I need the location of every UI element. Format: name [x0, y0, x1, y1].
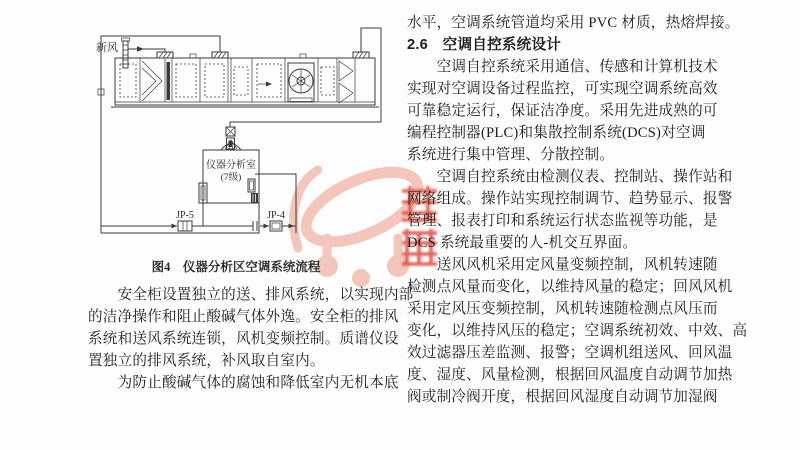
room-name-label: 仪器分析室 — [206, 160, 256, 171]
body-line: 效过滤器压差监测、报警；空调机组送风、回风温 — [407, 345, 733, 361]
roof-louver-icons — [157, 52, 369, 58]
body-line: 系统和送风系统连锁，风机变频控制。质谱仪设 — [88, 331, 399, 347]
body-line: 为防止酸碱气体的腐蚀和降低室内无机本底 — [88, 375, 399, 391]
body-line: 阀或制冷阀开度，根据回风湿度自动调节加湿阀 — [407, 389, 718, 405]
body-line: 检测点风量而变化，以维持风量的稳定；回风风机 — [407, 279, 733, 295]
body-line: 置独立的排风系统，补风取自室内。 — [88, 353, 325, 369]
fan-icon — [288, 63, 314, 102]
heater-bar — [167, 62, 171, 100]
body-line: 变化，以维持风压的稳定；空调系统初效、中效、高 — [407, 323, 748, 339]
terminal-jp5 — [166, 210, 194, 231]
body-line: 管理、报表打印和系统运行状态监视等功能，是 — [407, 213, 718, 229]
figure-caption: 图4 仪器分析区空调系统流程 — [151, 260, 321, 274]
fresh-air-intake — [96, 38, 165, 68]
body-line: 可靠稳定运行，保证洁净度。采用先进成熟的可 — [407, 103, 718, 119]
body-line: 采用定风压变频控制，风机转速随检测点风压而 — [407, 301, 718, 317]
jp4-label: JP-4 — [267, 210, 285, 221]
air-handling-unit — [111, 52, 379, 107]
figure-diagram — [45, 14, 405, 280]
body-line: 空调自控系统由检测仪表、控制站、操作站和 — [407, 169, 733, 185]
right-column-lines — [407, 56, 748, 408]
body-line: 度、湿度、风量检测，根据回风温度自动调节加热 — [407, 367, 733, 383]
left-column — [88, 284, 414, 394]
v-filter-icon — [142, 61, 162, 101]
body-line: 实现对空调设备过程监控，可实现空调系统高效 — [407, 81, 718, 97]
section-heading: 2.6 空调自控系统设计 — [407, 37, 562, 53]
jp5-label: JP-5 — [176, 210, 194, 221]
damper-blades-icon — [339, 61, 353, 103]
terminal-jp4 — [260, 210, 296, 231]
duct-damper-icon — [226, 127, 235, 136]
left-column-lines — [88, 284, 414, 394]
body-line: 空调自控系统采用通信、传感和计算机技术 — [407, 59, 718, 75]
body-line: 的洁净操作和阻止酸碱气体外逸。安全柜的排风 — [88, 309, 399, 325]
supply-duct — [226, 28, 381, 149]
body-line: 系统进行集中管理、分散控制。 — [407, 147, 615, 163]
body-line: 安全柜设置独立的送、排风系统，以实现内部 — [88, 287, 414, 303]
body-line: DCS 系统最重要的人-机交互界面。 — [407, 235, 638, 251]
body-line: 送风风机采用定风量变频控制，风机转速随 — [407, 257, 718, 273]
body-line: 网络组成。操作站实现控制调节、趋势显示、报警 — [407, 191, 733, 207]
fresh-air-arrow — [137, 46, 144, 52]
flow-arrow-icon — [258, 82, 272, 87]
fresh-air-label: 新风 — [96, 42, 118, 54]
exhaust-grille-right — [248, 179, 258, 203]
room-class-label: (7级) — [220, 173, 242, 183]
right-column — [407, 12, 748, 408]
body-line: 编程控制器(PLC)和集散控制系统(DCS)对空调 — [407, 125, 706, 141]
body-line: 水平，空调系统管道均采用 PVC 材质，热熔焊接。 — [407, 15, 740, 31]
